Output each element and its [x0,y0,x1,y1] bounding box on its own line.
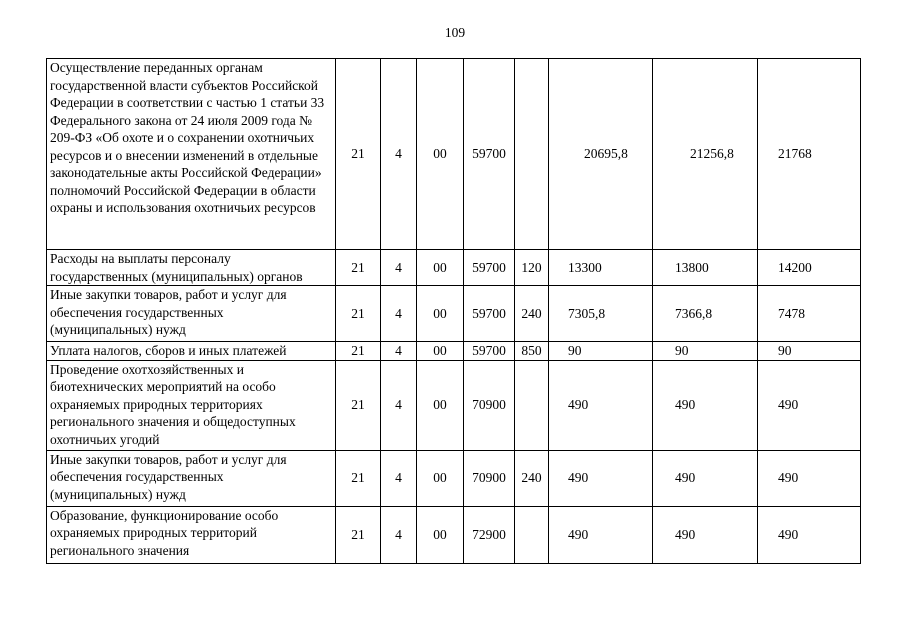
description-line: (муниципальных) нужд [50,486,186,502]
code-cell-2: 4 [381,342,417,361]
code-cell-1: 21 [336,360,381,450]
code-cell-4: 59700 [464,59,515,250]
row-description [47,250,336,286]
amount-cell-3: 90 [758,342,861,361]
description-line: Иные закупки товаров, работ и услуг для [50,287,287,302]
amount-cell-2: 21256,8 [653,59,758,250]
amount-cell-1: 13300 [549,250,653,286]
amount-cell-2: 13800 [653,250,758,286]
code-cell-1: 21 [336,342,381,361]
code-cell-1: 21 [336,250,381,286]
amount-cell-2: 7366,8 [653,286,758,342]
row-description [47,360,336,450]
description-line: (муниципальных) нужд [50,322,186,337]
table-row [47,59,861,250]
description-line: регионального значения [50,542,190,558]
code-cell-3: 00 [417,360,464,450]
code-cell-2: 4 [381,450,417,506]
code-cell-3: 00 [417,250,464,286]
amount-cell-2: 490 [653,360,758,450]
description-line: Федерации в соответствии с частью 1 статьи 33 [50,95,325,110]
description-line: обеспечения государственных [50,304,224,320]
code-cell-1: 21 [336,450,381,506]
amount-cell-2: 490 [653,450,758,506]
table-row [47,506,861,563]
amount-cell-1: 20695,8 [549,59,653,250]
code-cell-5: 120 [515,250,549,286]
code-cell-2: 4 [381,286,417,342]
amount-cell-3: 21768 [758,59,861,250]
amount-cell-2: 490 [653,506,758,563]
description-line: охотничьих угодий [50,431,160,447]
code-cell-3: 00 [417,286,464,342]
code-cell-1: 21 [336,506,381,563]
code-cell-2: 4 [381,360,417,450]
amount-cell-3: 490 [758,506,861,563]
code-cell-2: 4 [381,59,417,250]
table-row [47,342,861,361]
table-body [47,59,861,564]
code-cell-1: 21 [336,286,381,342]
description-line: государственной власти субъектов Российской [50,77,319,93]
code-cell-4: 59700 [464,342,515,361]
code-cell-4: 72900 [464,506,515,563]
description-line: полномочий Российской Федерации в области [50,182,316,198]
row-description [47,59,336,250]
code-cell-4: 59700 [464,286,515,342]
description-line: охраняемых природных территориях [50,396,263,412]
code-cell-1: 21 [336,59,381,250]
code-cell-5: 240 [515,450,549,506]
amount-cell-1: 490 [549,360,653,450]
amount-cell-1: 7305,8 [549,286,653,342]
description-line: государственных (муниципальных) органов [50,268,303,284]
table-row [47,360,861,450]
budget-table [46,58,861,564]
code-cell-4: 59700 [464,250,515,286]
table-row [47,286,861,342]
code-cell-4: 70900 [464,360,515,450]
description-line: Уплата налогов, сборов и иных платежей [50,343,287,358]
amount-cell-3: 490 [758,360,861,450]
table-row [47,250,861,286]
code-cell-3: 00 [417,59,464,250]
description-line: биотехнических мероприятий на особо [50,379,276,394]
code-cell-2: 4 [381,250,417,286]
code-cell-2: 4 [381,506,417,563]
row-description [47,342,336,361]
row-description [47,450,336,506]
description-line: Образование, функционирование особо [50,507,279,523]
amount-cell-1: 490 [549,506,653,563]
code-cell-5: 240 [515,286,549,342]
table-row [47,450,861,506]
code-cell-3: 00 [417,342,464,361]
amount-cell-1: 490 [549,450,653,506]
amount-cell-2: 90 [653,342,758,361]
row-description [47,286,336,342]
description-line: регионального значения и общедоступных [50,414,296,429]
description-line: Осуществление переданных органам [50,60,263,75]
code-cell-3: 00 [417,450,464,506]
description-line: законодательные акты Российской Федерации» [50,165,322,180]
code-cell-3: 00 [417,506,464,563]
amount-cell-1: 90 [549,342,653,361]
description-line: 209-ФЗ «Об охоте и о сохранении охотничьих [50,130,315,145]
amount-cell-3: 490 [758,450,861,506]
description-line: Проведение охотхозяйственных и [50,361,244,377]
description-line: обеспечения государственных [50,469,224,484]
row-description [47,506,336,563]
amount-cell-3: 14200 [758,250,861,286]
description-line: Иные закупки товаров, работ и услуг для [50,451,287,467]
page-number: 109 [444,25,466,40]
description-line: охраны и использования охотничьих ресурсов [50,200,316,215]
amount-cell-3: 7478 [758,286,861,342]
code-cell-5 [515,59,549,250]
description-line: ресурсов и о внесении изменений в отдельные [50,147,318,163]
description-line: Федерального закона от 24 июля 2009 года № [50,112,313,128]
description-line: Расходы на выплаты персоналу [50,251,231,266]
code-cell-5: 850 [515,342,549,361]
code-cell-5 [515,506,549,563]
description-line: охраняемых природных территорий [50,525,257,540]
code-cell-5 [515,360,549,450]
code-cell-4: 70900 [464,450,515,506]
